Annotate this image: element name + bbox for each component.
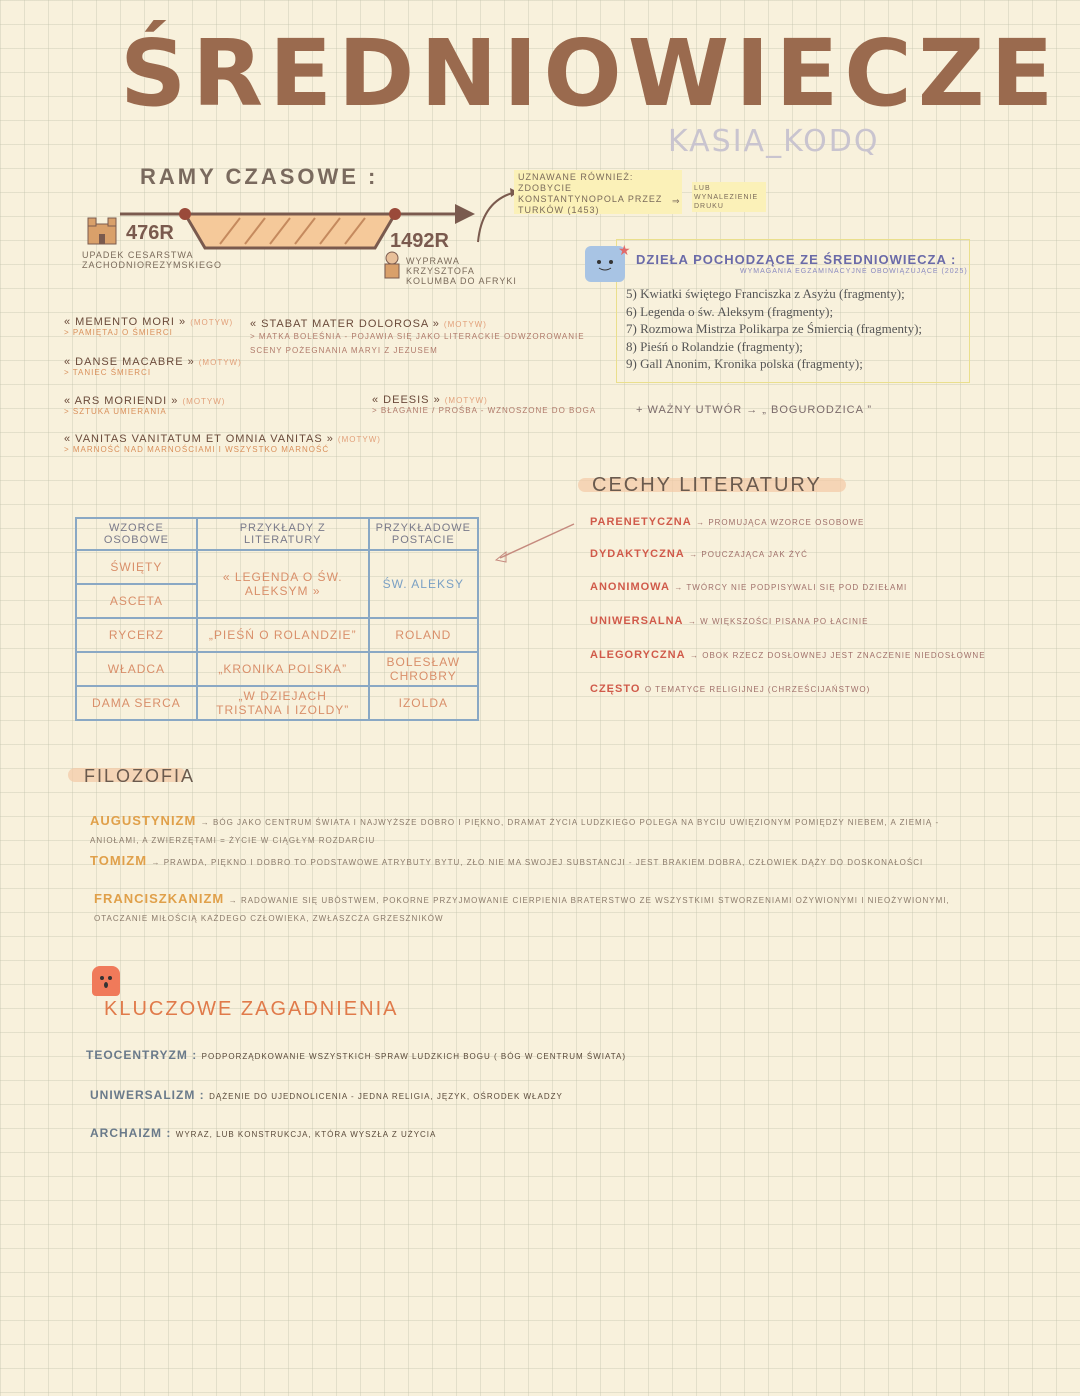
work-item: 5) Kwiatki świętego Franciszka z Asyżu (fragmenty); — [626, 286, 905, 301]
motif-title: « MEMENTO MORI » — [64, 316, 187, 328]
or-note: LUB WYNALEZIENIE DRUKU — [694, 185, 759, 210]
features-heading: CECHY LITERATURY — [592, 474, 822, 496]
feature-item — [590, 679, 870, 697]
key-issues-heading: KLUCZOWE ZAGADNIENIA — [104, 998, 399, 1020]
motif-desc: > PAMIĘTAJ O ŚMIERCI — [64, 328, 173, 337]
feature-item — [590, 544, 808, 562]
motif-tag: (MOTYW) — [190, 318, 234, 327]
motif-tag: (MOTYW) — [443, 320, 487, 329]
work-item: 8) Pieśń o Rolandzie (fragmenty); — [626, 338, 803, 354]
table-row — [76, 652, 478, 686]
table-cell: « LEGENDA O ŚW. ALEKSYM » — [197, 550, 369, 618]
key-issue-name: ARCHAIZM : — [90, 1126, 172, 1140]
arrow-to-table — [492, 520, 578, 566]
feature-desc: → TWÓRCY NIE PODPISYWALI SIĘ POD DZIEŁAMI — [674, 583, 908, 592]
motif-tag: (MOTYW) — [337, 435, 381, 444]
table-row — [76, 686, 478, 720]
works-subheading: WYMAGANIA EGZAMINACYJNE OBOWIĄZUJĄCE (2025) — [740, 268, 968, 275]
motif-desc: > MARNOŚĆ NAD MARNOŚCIAMI I WSZYSTKO MARNOŚĆ — [64, 445, 330, 454]
feature-item — [590, 512, 864, 530]
philosophy-item — [90, 812, 990, 848]
work-item: 6) Legenda o św. Aleksym (fragmenty); — [626, 303, 834, 319]
feature-desc: → W WIĘKSZOŚCI PISANA PO ŁACINIE — [687, 617, 869, 626]
start-note: UPADEK CESARSTWA ZACHODNIOREZYMSKIEGO — [82, 250, 223, 270]
motif-desc: > MATKA BOLEŚNIA - POJAWIA SIĘ JAKO LITERACKIE ODWZOROWANIE SCENY POŻEGNANIA MARYI Z JEZUSEM — [250, 332, 585, 355]
motif-desc: > SZTUKA UMIERANIA — [64, 407, 167, 416]
timeframe-heading: RAMY CZASOWE : — [140, 164, 379, 189]
motif-tag: (MOTYW) — [444, 396, 488, 405]
motif-vanitas — [64, 433, 381, 454]
feature-name: ALEGORYCZNA — [590, 649, 686, 661]
table-cell: RYCERZ — [76, 618, 197, 652]
end-note: WYPRAWA KRZYSZTOFA KOLUMBA DO AFRYKI — [406, 256, 517, 286]
table-cell: ROLAND — [369, 618, 478, 652]
motif-title: « STABAT MATER DOLOROSA » — [250, 318, 440, 330]
philosophy-desc: → RADOWANIE SIĘ UBÓSTWEM, POKORNE PRZYJMOWANIE CIERPIENIA BRATERSTWO ZE WSZYSTKIMI STWORZENIAMI OŻYWIONYMI I NIEOŻYWIONYMI, OTACZANIE MIŁOŚCIĄ KAŻDEGO CZŁOWIEKA, ZWŁASZCZA GRZESZNIKÓW — [94, 896, 950, 923]
curved-arrow — [470, 186, 520, 246]
table-cell: BOLESŁAW CHROBRY — [369, 652, 478, 686]
philosophy-item — [94, 890, 994, 926]
philosophy-heading: FILOZOFIA — [84, 766, 196, 786]
motif-desc: > BŁAGANIE / PROŚBA - WZNOSZONE DO BOGA — [372, 406, 597, 415]
author-signature: KASIA_KODQ — [668, 124, 880, 159]
table-header: WZORCE OSOBOWE — [76, 518, 197, 550]
table-cell: WŁADCA — [76, 652, 197, 686]
ideals-table — [75, 517, 479, 721]
feature-desc: → OBOK RZECZ DOSŁOWNEJ JEST ZNACZENIE NIEDOSŁOWNE — [690, 651, 986, 660]
table-cell: ASCETA — [76, 584, 197, 618]
philosophy-name: TOMIZM — [90, 853, 148, 868]
star-icon: ★ — [618, 242, 631, 258]
motif-deesis — [372, 394, 596, 415]
key-issue-desc: DĄŻENIE DO UJEDNOLICENIA - JEDNA RELIGIA, JĘZYK, OŚRODEK WŁADZY — [209, 1092, 563, 1101]
table-cell: „W DZIEJACH TRISTANA I IZOLDY” — [197, 686, 369, 720]
arrow-icon: ⇒ — [672, 196, 681, 206]
philosophy-item — [90, 852, 990, 870]
key-issue-name: UNIWERSALIZM : — [90, 1088, 205, 1102]
motif-danse-macabre — [64, 356, 242, 377]
page-title: ŚREDNIOWIECZE — [120, 20, 1060, 127]
works-heading: DZIEŁA POCHODZĄCE ZE ŚREDNIOWIECZA : — [636, 252, 957, 267]
work-item: 9) Gall Anonim, Kronika polska (fragmenty); — [626, 356, 863, 371]
works-note: + WAŻNY UTWÓR → „ BOGURODZICA ” — [636, 404, 873, 416]
motif-tag: (MOTYW) — [198, 358, 242, 367]
table-cell: ŚWIĘTY — [76, 550, 197, 584]
motif-ars-moriendi — [64, 395, 225, 416]
feature-name: PARENETYCZNA — [590, 516, 692, 528]
also-note: UZNAWANE RÓWNIEŻ: ZDOBYCIE KONSTANTYNOPOLA PRZEZ TURKÓW (1453) — [518, 172, 663, 215]
feature-desc: → POUCZAJĄCA JAK ŻYĆ — [689, 550, 808, 559]
works-list — [626, 285, 922, 373]
table-cell: ŚW. ALEKSY — [369, 550, 478, 618]
philosophy-name: FRANCISZKANIZM — [94, 891, 225, 906]
ghost-icon — [92, 966, 120, 996]
motif-tag: (MOTYW) — [182, 397, 226, 406]
motif-title: « DANSE MACABRE » — [64, 356, 195, 368]
key-issue-item — [90, 1086, 563, 1104]
motif-memento-mori — [64, 316, 233, 337]
table-row — [76, 550, 478, 584]
key-issue-name: TEOCENTRYZM : — [86, 1048, 198, 1062]
table-header: PRZYKŁADOWE POSTACIE — [369, 518, 478, 550]
table-cell: „PIEŚŃ O ROLANDZIE” — [197, 618, 369, 652]
feature-name: DYDAKTYCZNA — [590, 548, 685, 560]
motif-title: « ARS MORIENDI » — [64, 395, 179, 407]
motif-desc: > TANIEC ŚMIERCI — [64, 368, 152, 377]
table-cell: DAMA SERCA — [76, 686, 197, 720]
key-issue-desc: PODPORZĄDKOWANIE WSZYSTKICH SPRAW LUDZKICH BOGU ( BÓG W CENTRUM ŚWIATA) — [201, 1052, 627, 1061]
motif-title: « VANITAS VANITATUM ET OMNIA VANITAS » — [64, 433, 334, 445]
feature-item — [590, 577, 907, 595]
philosophy-desc: → BÓG JAKO CENTRUM ŚWIATA I NAJWYŻSZE DOBRO I PIĘKNO, DRAMAT ŻYCIA LUDZKIEGO POLEGA NA BYCIU UWIĘZIONYM POMIĘDZY NIEBEM, A ZIEMIĄ - ANIOŁAMI, A ZWIERZĘTAMI = ŻYCIE W CIĄGŁYM ROZDARCIU — [90, 818, 940, 845]
motif-title: « DEESIS » — [372, 394, 441, 406]
table-header: PRZYKŁADY Z LITERATURY — [197, 518, 369, 550]
explorer-icon — [378, 250, 406, 287]
feature-name: ANONIMOWA — [590, 581, 670, 593]
feature-desc: → PROMUJĄCA WZORCE OSOBOWE — [696, 518, 865, 527]
castle-icon — [84, 214, 120, 251]
end-year: 1492R — [390, 230, 449, 252]
start-year: 476R — [126, 222, 174, 244]
feature-item — [590, 645, 986, 663]
key-issue-item — [86, 1046, 626, 1064]
motif-stabat-mater — [250, 318, 590, 358]
key-issue-item — [90, 1124, 436, 1142]
philosophy-desc: → PRAWDA, PIĘKNO I DOBRO TO PODSTAWOWE ATRYBUTY BYTU, ZŁO NIE MA SWOJEJ SUBSTANCJI - JEST BRAKIEM DOBRA, CZŁOWIEK DĄŻY DO DOSKONAŁOŚCI — [151, 858, 924, 867]
table-header-row — [76, 518, 478, 550]
feature-name: UNIWERSALNA — [590, 615, 684, 627]
table-row — [76, 618, 478, 652]
feature-item — [590, 611, 868, 629]
table-cell: IZOLDA — [369, 686, 478, 720]
key-issue-desc: WYRAZ, LUB KONSTRUKCJA, KTÓRA WYSZŁA Z UŻYCIA — [175, 1130, 437, 1139]
philosophy-name: AUGUSTYNIZM — [90, 813, 197, 828]
table-cell: „KRONIKA POLSKA” — [197, 652, 369, 686]
feature-name: CZĘSTO — [590, 683, 641, 695]
feature-desc: O TEMATYCE RELIGIJNEJ (CHRZEŚCIJAŃSTWO) — [644, 685, 871, 694]
work-item: 7) Rozmowa Mistrza Polikarpa ze Śmiercią (fragmenty); — [626, 321, 923, 336]
